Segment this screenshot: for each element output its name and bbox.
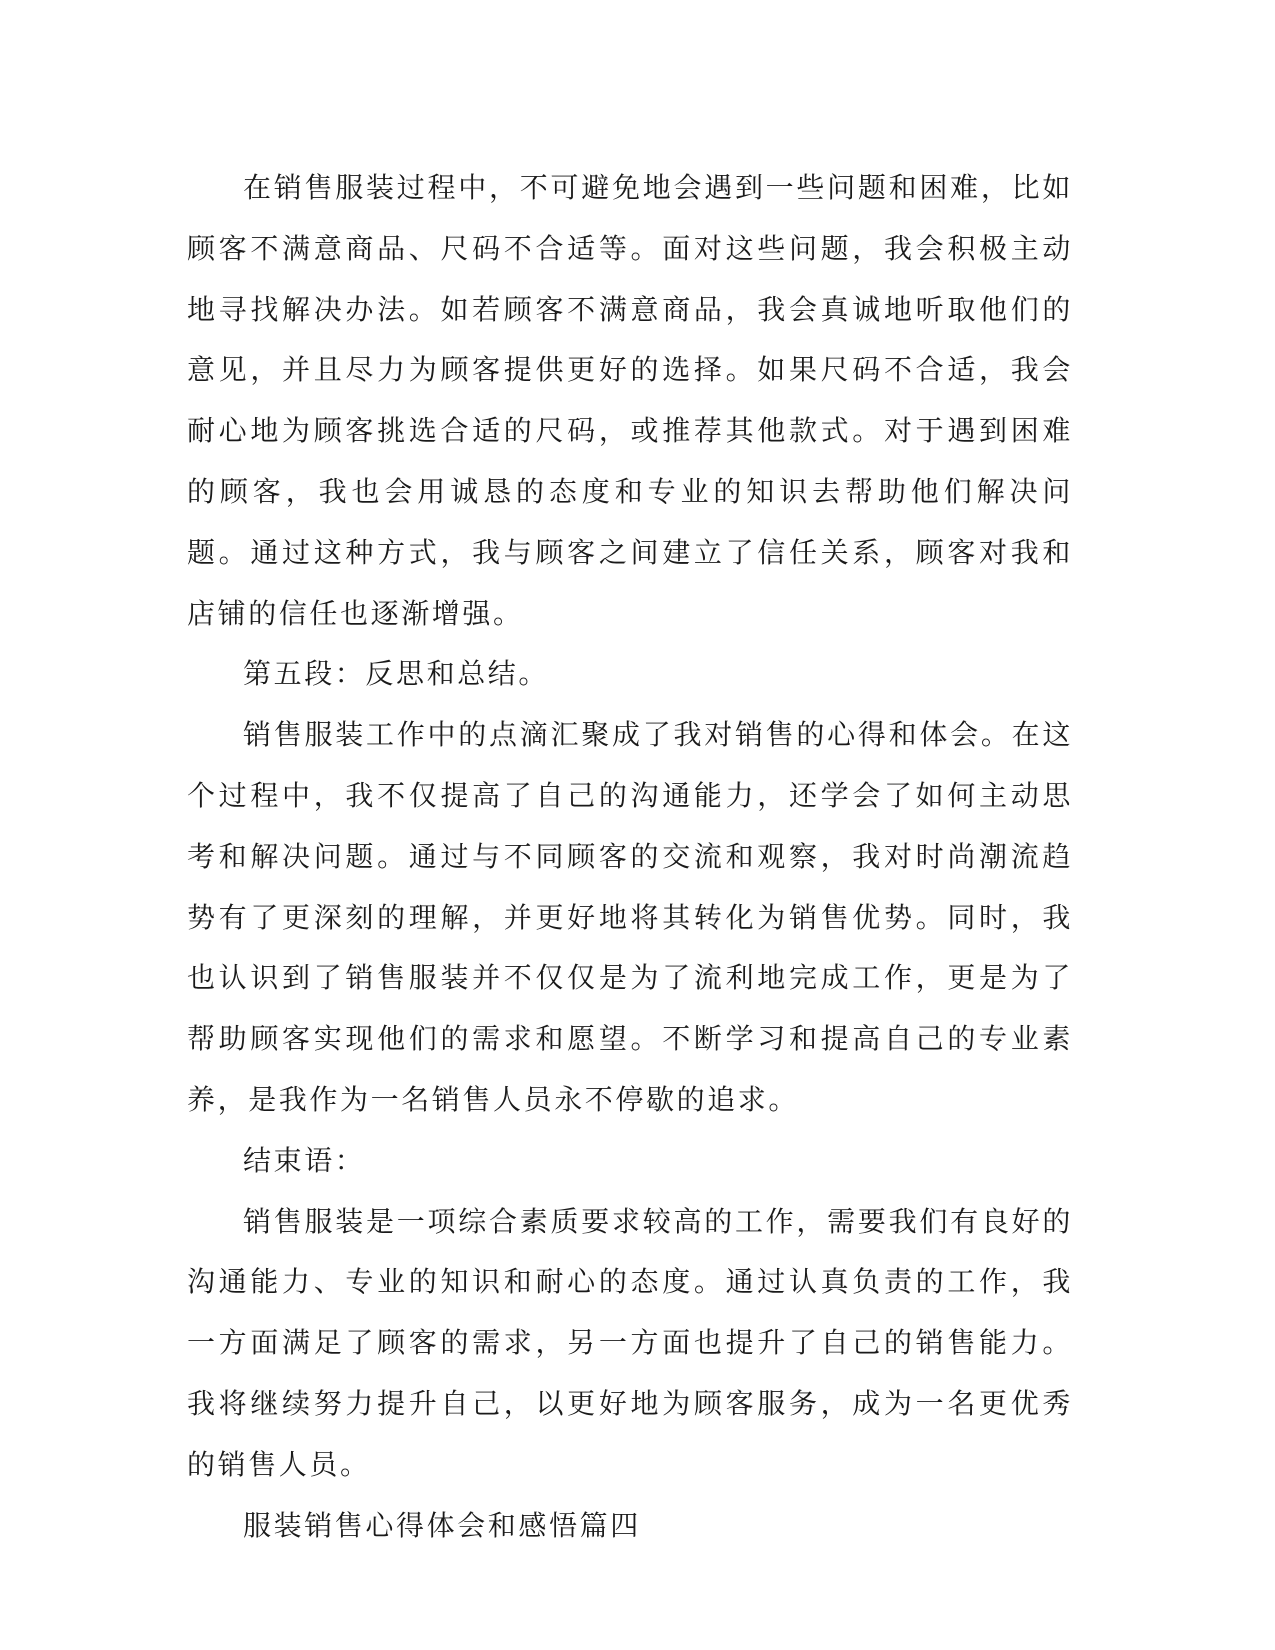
paragraph-conclusion: 销售服装是一项综合素质要求较高的工作，需要我们有良好的沟通能力、专业的知识和耐心的态度。通过认真负责的工作，我一方面满足了顾客的需求，另一方面也提升了自己的销售能力。我将继续努力提升自己，以更好地为顾客服务，成为一名更优秀的销售人员。 [187,1204,1073,1481]
paragraph-reflection: 销售服装工作中的点滴汇聚成了我对销售的心得和体会。在这个过程中，我不仅提高了自己的沟通能力，还学会了如何主动思考和解决问题。通过与不同顾客的交流和观察，我对时尚潮流趋势有了更深刻的理解，并更好地将其转化为销售优势。同时，我也认识到了销售服装并不仅仅是为了流利地完成工作，更是为了帮助顾客实现他们的需求和愿望。不断学习和提高自己的专业素养，是我作为一名销售人员永不停歇的追求。 [187,718,1073,1116]
paragraph-problem-solving: 在销售服装过程中，不可避免地会遇到一些问题和困难，比如顾客不满意商品、尺码不合适等。面对这些问题，我会积极主动地寻找解决办法。如若顾客不满意商品，我会真诚地听取他们的意见，并且尽力为顾客提供更好的选择。如果尺码不合适，我会耐心地为顾客挑选合适的尺码，或推荐其他款式。对于遇到困难的顾客，我也会用诚恳的态度和专业的知识去帮助他们解决问题。通过这种方式，我与顾客之间建立了信任关系，顾客对我和店铺的信任也逐渐增强。 [187,171,1073,630]
document-body [187,158,1073,1556]
section-heading-reflection: 第五段：反思和总结。 [243,657,550,691]
section-heading-part-four: 服装销售心得体会和感悟篇四 [243,1508,641,1542]
section-heading-conclusion: 结束语： [243,1143,366,1177]
